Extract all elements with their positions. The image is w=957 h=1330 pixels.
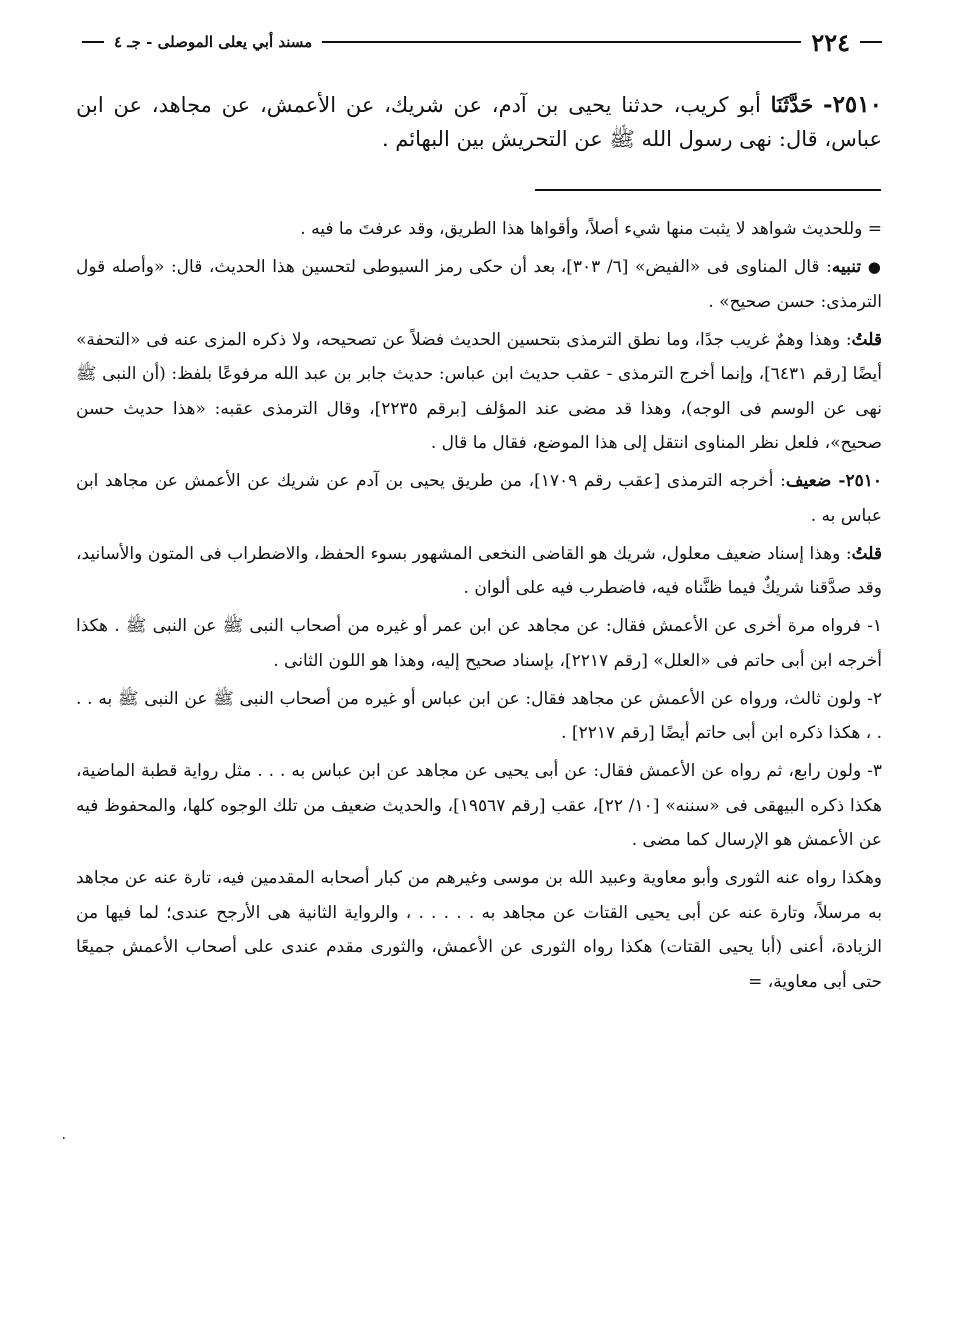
note-tanbih bbox=[76, 250, 882, 319]
qultu-label: قلتُ bbox=[851, 329, 882, 350]
note-qultu-2 bbox=[76, 537, 882, 606]
qultu-text-2: : وهذا إسناد ضعيف معلول، شريك هو القاضى النخعى المشهور بسوء الحفظ، والاضطراب فى المتون والأسانيد، وقد صدَّقنا شريكٌ فيما ظنَّناه فيه، فاضطرب فيه على ألوان . bbox=[76, 543, 882, 598]
hadith-body: أبو كريب، حدثنا يحيى بن آدم، عن شريك، عن الأعمش، عن مجاهد، عن ابن عباس، قال: نهى رسول الله ﷺ عن التحريش بين البهائم . bbox=[76, 93, 882, 151]
hadith-verb: حَدَّثَنَا bbox=[770, 92, 814, 117]
footnote-separator bbox=[535, 189, 881, 191]
note-continuation: = وللحديث شواهد لا يثبت منها شيء أصلاً، وأقواها هذا الطريق، وقد عرفتَ ما فيه . bbox=[300, 219, 882, 239]
footnotes bbox=[76, 212, 882, 1003]
note-variant-1: ١- فرواه مرة أخرى عن الأعمش فقال: عن مجاهد عن ابن عمر أو غيره من أصحاب النبى ﷺ عن النبى ﷺ . هكذا أخرجه ابن أبى حاتم فى «العلل» [رقم ٢٢١٧]، بإسناد صحيح إليه، وهذا هو اللون الثانى . bbox=[76, 616, 882, 671]
page-header bbox=[82, 22, 882, 62]
header-rule bbox=[322, 41, 801, 43]
hadith-text bbox=[76, 88, 882, 156]
grading-text: : أخرجه الترمذى [عقب رقم ١٧٠٩]، من طريق يحيى بن آدم عن شريك عن الأعمش عن مجاهد ابن عباس به . bbox=[76, 471, 882, 526]
grading-label: ٢٥١٠- ضعيف bbox=[785, 471, 882, 491]
qultu-label-2: قلتُ bbox=[851, 543, 882, 564]
note-qultu-1 bbox=[76, 323, 882, 461]
note-conclusion: وهكذا رواه عنه الثورى وأبو معاوية وعبيد الله بن موسى وغيرهم من كبار أصحابه المقدمين فيه، تارة عنه عن مجاهد به مرسلاً، وتارة عنه عن أبى يحيى القتات عن مجاهد به . . . . . ، والرواية الثانية هى الأرجح عندى؛ لما فيها من الزيادة، أعنى (أبا يحيى القتات) هكذا رواه الثورى عن الأعمش، والثورى مقدم عندى على أصحاب الأعمش جميعًا حتى أبى معاوية، = bbox=[76, 868, 882, 992]
book-title: مسند أبي يعلى الموصلى - جـ ٤ bbox=[114, 33, 313, 51]
qultu-text: : وهذا وهمٌ غريب جدًا، وما نطق الترمذى بتحسين الحديث فضلاً عن تصحيحه، ولا ذكره المزى عنه فى «التحفة» أيضًا [رقم ٦٤٣١]، وإنما أخرج الترمذى - عقب حديث ابن عباس: حديث جابر بن عبد الله مرفوعًا بلفظ: (أن النبى ﷺ نهى عن الوسم فى الوجه)، وهذا قد مضى عند المؤلف [برقم ٢٢٣٥]، وقال الترمذى عقبه: «هذا حديث حسن صحيح»، فلعل نظر المناوى انتقل إلى هذا الموضع، فقال ما قال . bbox=[76, 329, 882, 453]
page-number: ٢٢٤ bbox=[811, 27, 850, 57]
margin-mark: ٠ bbox=[60, 1130, 68, 1146]
header-dash bbox=[860, 41, 882, 43]
tanbih-text: : قال المناوى فى «الفيض» [٦/ ٣٠٣]، بعد أن حكى رمز السيوطى لتحسين هذا الحديث، قال: «وأصله قول الترمذى: حسن صحيح» . bbox=[76, 257, 882, 312]
bullet-icon: ● bbox=[867, 258, 882, 276]
hadith-number: ٢٥١٠ bbox=[832, 91, 882, 118]
tanbih-label: تنبيه bbox=[831, 257, 862, 277]
note-grading bbox=[76, 464, 882, 533]
hadith-dash: - bbox=[823, 91, 833, 118]
header-dash-end bbox=[82, 41, 104, 43]
note-variant-2: ٢- ولون ثالث، ورواه عن الأعمش عن مجاهد فقال: عن ابن عباس أو غيره من أصحاب النبى ﷺ عن النبى ﷺ به . . . ، هكذا ذكره ابن أبى حاتم أيضًا [رقم ٢٢١٧] . bbox=[76, 688, 882, 743]
note-variant-3: ٣- ولون رابع، ثم رواه عن الأعمش فقال: عن أبى يحيى عن مجاهد عن ابن عباس به . . . مثل رواية قطبة الماضية، هكذا ذكره البيهقى فى «سننه» [١٠/ ٢٢]، عقب [رقم ١٩٥٦٧]، والحديث ضعيف من تلك الوجوه كلها، والمحفوظ فيه عن الأعمش هو الإرسال كما مضى . bbox=[76, 761, 882, 850]
